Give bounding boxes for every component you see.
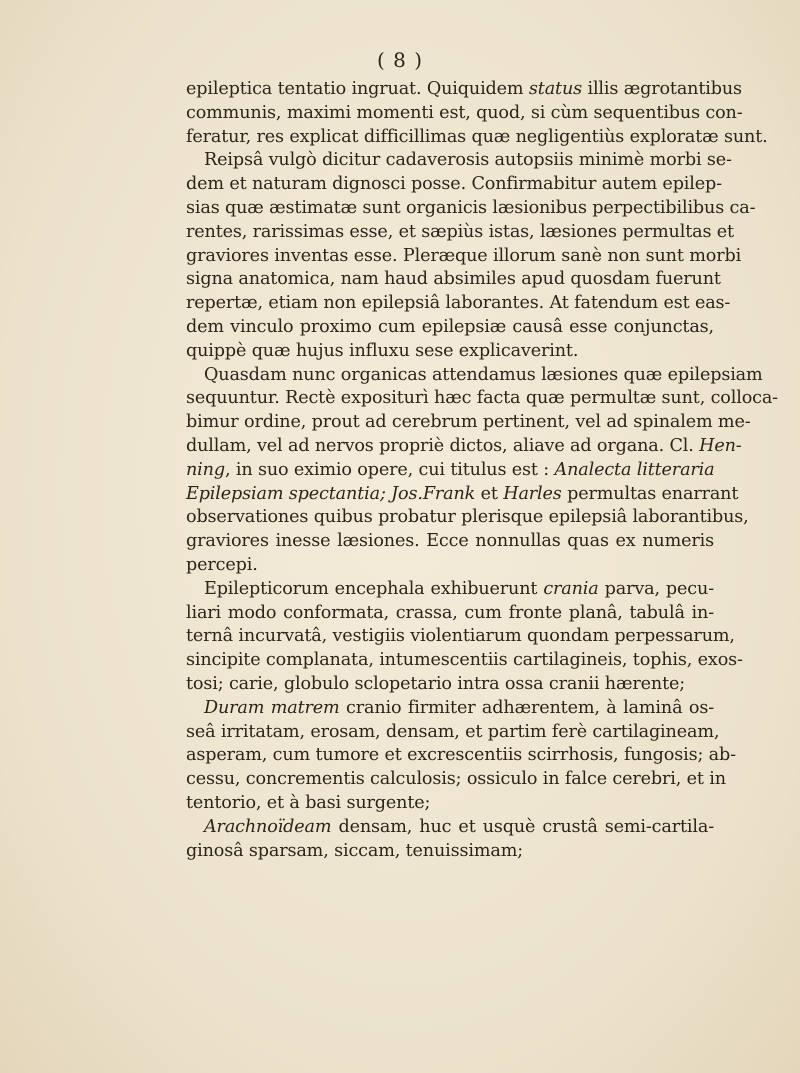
text-line: cessu, concrementis calculosis; ossiculo in falce cerebri, et in bbox=[186, 769, 726, 790]
text-line: seâ irritatam, erosam, densam, et partim ferè cartilagineam, bbox=[186, 721, 720, 742]
text-line: ternâ incurvatâ, vestigiis violentiarum quondam perpessarum, bbox=[186, 626, 735, 647]
text-line: tosi; carie, globulo sclopetario intra ossa cranii hærente; bbox=[186, 673, 686, 694]
text-line: Reipsâ vulgò dicitur cadaverosis autopsiis minimè morbi se- bbox=[204, 150, 732, 171]
text-line: Arachnoïdeam densam, huc et usquè crustâ semi-cartila- bbox=[204, 816, 714, 837]
body-text bbox=[186, 78, 778, 863]
text-line: Epilepsiam spectantia; Jos.Frank et Harles permultas enarrant bbox=[186, 483, 739, 504]
text-line: graviores inventas esse. Pleræque illorum sanè non sunt morbi bbox=[186, 245, 742, 266]
text-line: rentes, rarissimas esse, et sæpiùs istas, læsiones permultas et bbox=[186, 221, 734, 242]
text-line: dem et naturam dignosci posse. Confirmabitur autem epilep- bbox=[186, 174, 722, 195]
text-line: tentorio, et à basi surgente; bbox=[186, 792, 431, 813]
text-line: sincipite complanata, intumescentiis cartilagineis, tophis, exos- bbox=[186, 650, 743, 671]
text-line: sias quæ æstimatæ sunt organicis læsionibus perpectibilibus ca- bbox=[186, 197, 756, 218]
text-line: communis, maximi momenti est, quod, si cùm sequentibus con- bbox=[186, 102, 743, 123]
text-line: sequuntur. Rectè expositurì hæc facta quæ permultæ sunt, colloca- bbox=[186, 388, 778, 409]
text-line: graviores inesse læsiones. Ecce nonnullas quas ex numeris bbox=[186, 531, 714, 552]
text-line: dem vinculo proximo cum epilepsiæ causâ esse conjunctas, bbox=[186, 316, 714, 337]
text-line: percepi. bbox=[186, 554, 258, 575]
text-line: Quasdam nunc organicas attendamus læsiones quæ epilepsiam bbox=[204, 364, 763, 385]
text-line: ginosâ sparsam, siccam, tenuissimam; bbox=[186, 840, 524, 861]
text-line: Duram matrem cranio firmiter adhærentem, à laminâ os- bbox=[204, 697, 715, 718]
text-line: ning, in suo eximio opere, cui titulus est : Analecta litteraria bbox=[186, 459, 715, 480]
text-line: bimur ordine, prout ad cerebrum pertinent, vel ad spinalem me- bbox=[186, 412, 751, 433]
text-line: dullam, vel ad nervos propriè dictos, aliave ad organa. Cl. Hen- bbox=[186, 435, 742, 456]
text-line: repertæ, etiam non epilepsiâ laborantes. At fatendum est eas- bbox=[186, 293, 731, 314]
text-line: liari modo conformata, crassa, cum fronte planâ, tabulâ in- bbox=[186, 602, 714, 623]
text-line: observationes quibus probatur plerisque epilepsiâ laborantibus, bbox=[186, 507, 749, 528]
text-line: Epilepticorum encephala exhibuerunt crania parva, pecu- bbox=[204, 578, 714, 599]
text-line: asperam, cum tumore et excrescentiis scirrhosis, fungosis; ab- bbox=[186, 745, 736, 766]
text-line: quippè quæ hujus influxu sese explicaverint. bbox=[186, 340, 579, 361]
page-number: ( 8 ) bbox=[376, 48, 424, 72]
text-line: feratur, res explicat difficillimas quæ negligentiùs exploratæ sunt. bbox=[186, 126, 768, 147]
text-line: epileptica tentatio ingruat. Quiquidem status illis ægrotantibus bbox=[186, 79, 742, 99]
text-line: signa anatomica, nam haud absimiles apud quosdam fuerunt bbox=[186, 269, 721, 290]
